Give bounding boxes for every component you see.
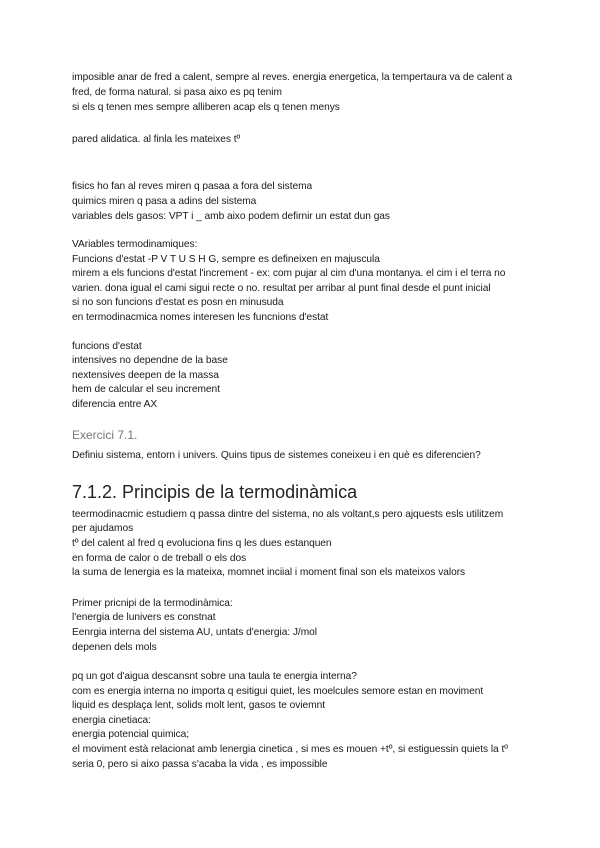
- text-line: energia potencial quimica;: [72, 729, 190, 740]
- text-line: hem de calcular el seu increment: [72, 384, 220, 395]
- text-line: variables dels gasos: VPT i _ amb aixo podem defirnir un estat dun gas: [72, 211, 390, 222]
- text-line: intensives no dependne de la base: [72, 355, 228, 366]
- text-line: si no son funcions d'estat es posn en minusuda: [72, 297, 284, 308]
- text-line: si els q tenen mes sempre alliberen acap els q tenen menys: [72, 102, 340, 113]
- text-line: fisics ho fan al reves miren q pasaa a fora del sistema: [72, 181, 313, 192]
- text-line: tº del calent al fred q evoluciona fins q les dues estanquen: [72, 538, 332, 549]
- text-line: fred, de forma natural. si pasa aixo es pq tenim: [72, 87, 282, 98]
- text-line: Eenrgia interna del sistema AU, untats d'energia: J/mol: [72, 627, 317, 638]
- text-line: diferencia entre AX: [72, 399, 158, 410]
- exercise-text: Definiu sistema, entorn i univers. Quins tipus de sistemes coneixeu i en què es diferencien?: [72, 450, 481, 461]
- text-line: imposible anar de fred a calent, sempre al reves. energia energetica, la tempertaura va de calent a: [72, 72, 513, 83]
- text-line: pared alidatica. al finla les mateixes tº: [72, 134, 241, 145]
- text-line: VAriables termodinamiques:: [72, 239, 198, 250]
- text-line: seria 0, pero si aixo passa s'acaba la vida , es impossible: [72, 759, 328, 770]
- text-line: pq un got d'aigua descansnt sobre una taula te energia interna?: [72, 671, 357, 682]
- text-line: com es energia interna no importa q esitigui quiet, les moelcules semore estan en moviment: [72, 686, 484, 697]
- text-line: mirem a els funcions d'estat l'increment - ex: com pujar al cim d'una montanya. el cim i el terra no: [72, 268, 506, 279]
- text-line: teermodinacmic estudiem q passa dintre del sistema, no als voltant,s pero ajquests esls utilitzem: [72, 509, 504, 520]
- text-line: varien. dona igual el cami sigui recte o no. resultat per arribar al punt final desde el punt inicial: [72, 283, 491, 294]
- text-line: nextensives deepen de la massa: [72, 370, 219, 381]
- text-line: per ajudamos: [72, 523, 134, 534]
- text-line: Funcions d'estat -P V T U S H G, sempre es defineixen en majuscula: [72, 254, 380, 265]
- text-line: en termodinacmica nomes interesen les funcnions d'estat: [72, 312, 329, 323]
- text-line: depenen dels mols: [72, 642, 157, 653]
- text-line: la suma de lenergia es la mateixa, momnet inciial i moment final son els mateixos valors: [72, 567, 466, 578]
- text-line: l'energia de lunivers es constnat: [72, 612, 216, 623]
- text-line: Primer pricnipi de la termodinàmica:: [72, 598, 233, 609]
- text-line: en forma de calor o de treball o els dos: [72, 553, 247, 564]
- exercise-title: Exercici 7.1.: [72, 428, 138, 442]
- text-line: quimics miren q pasa a adins del sistema: [72, 196, 257, 207]
- section-heading: 7.1.2. Principis de la termodinàmica: [72, 482, 358, 502]
- text-line: energia cinetiaca:: [72, 715, 151, 726]
- text-line: el moviment està relacionat amb lenergia cinetica , si mes es mouen +tº, si estiguessin quiets la tº: [72, 744, 508, 755]
- text-line: funcions d'estat: [72, 341, 142, 352]
- text-line: liquid es desplaça lent, solids molt lent, gasos te oviemnt: [72, 700, 326, 711]
